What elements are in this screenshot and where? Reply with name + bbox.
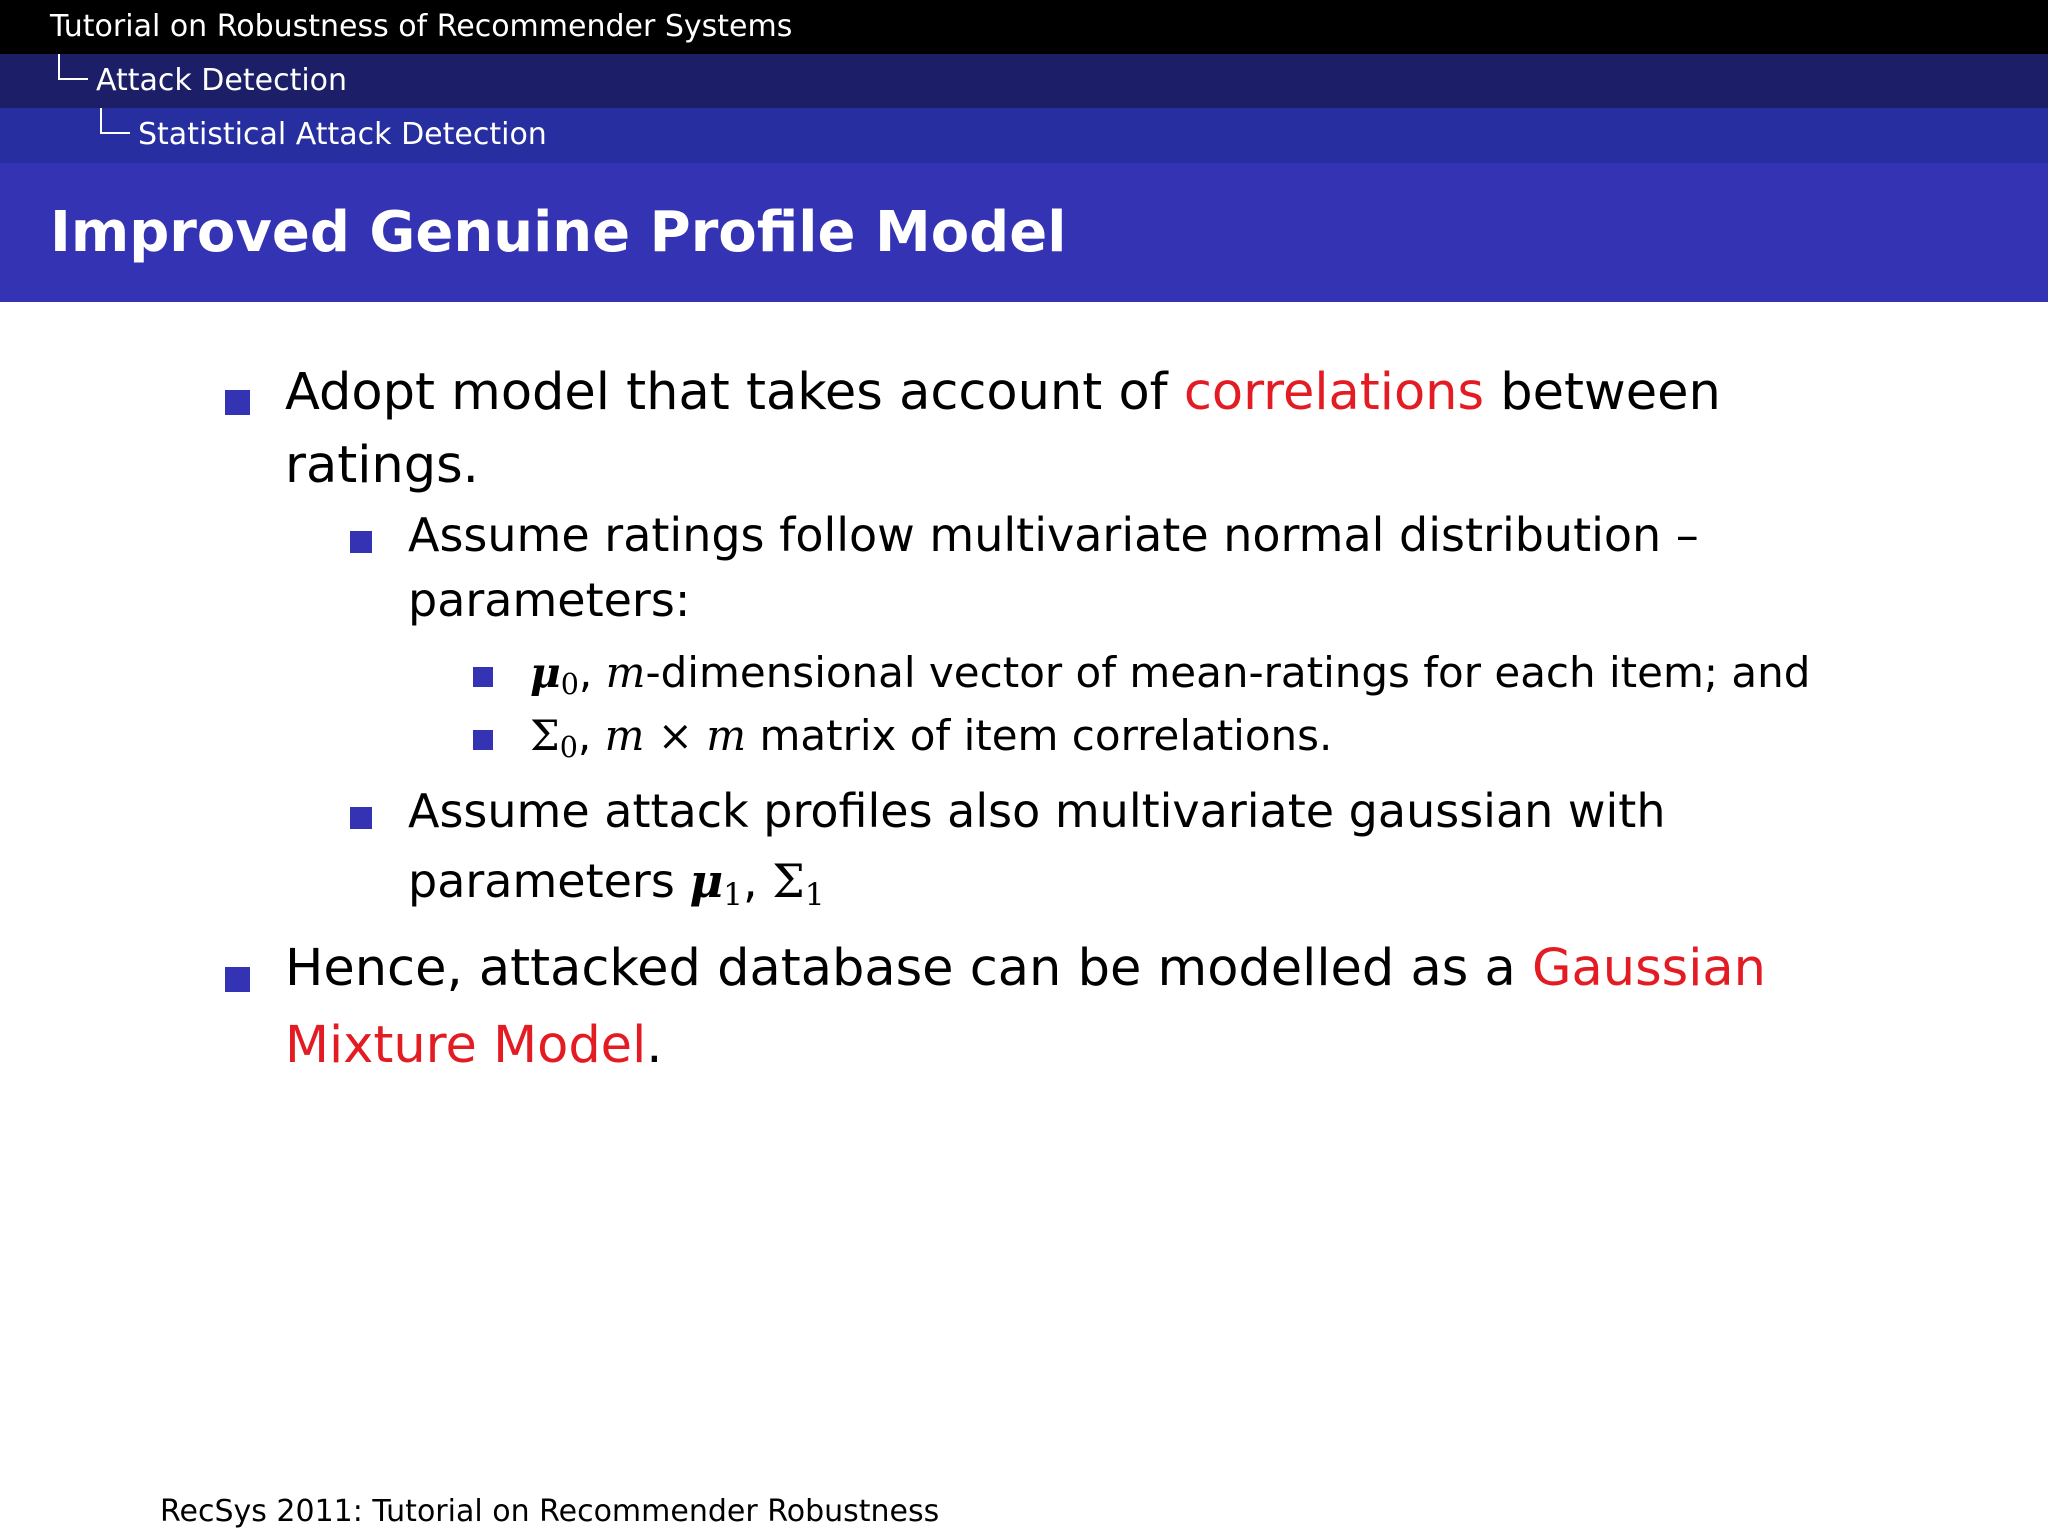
subbullet2-line1: Assume attack profiles also multivariate gaussian with	[408, 784, 1666, 838]
mu1-symbol: $\mu_1$	[689, 854, 744, 913]
subbullet1-line2: parameters:	[408, 573, 691, 627]
subbullet-square-icon	[350, 807, 372, 829]
sigma-symbol: $\Sigma_0$	[530, 711, 578, 765]
subbullet1-line1: Assume ratings follow multivariate normal distribution –	[408, 508, 1699, 562]
header-presentation-bar	[0, 0, 2048, 54]
mu-symbol: $\mu_0$	[530, 648, 579, 702]
section-title[interactable]: Attack Detection	[96, 63, 348, 98]
subsubbullet-square-icon	[473, 667, 493, 687]
bullet2-line2: Mixture Model.	[285, 1016, 663, 1075]
subbullet2-line2: parameters $\mu_1$, $\Sigma_1$	[408, 854, 825, 913]
footer-text: RecSys 2011: Tutorial on Recommender Robustness	[160, 1494, 940, 1529]
sigma1-symbol: $\Sigma_1$	[772, 854, 825, 913]
tree-connector-icon	[100, 108, 130, 134]
bullet-square-icon	[225, 390, 250, 415]
subsection-title[interactable]: Statistical Attack Detection	[138, 117, 547, 152]
subbullet-square-icon	[350, 531, 372, 553]
header-subsection-bar	[0, 108, 2048, 163]
bullet1-line2: ratings.	[285, 436, 479, 495]
subsubbullet-square-icon	[473, 730, 493, 750]
header-section-bar	[0, 54, 2048, 108]
tree-connector-icon	[58, 54, 88, 80]
presentation-title[interactable]: Tutorial on Robustness of Recommender Systems	[50, 9, 793, 44]
highlight-correlations: correlations	[1183, 363, 1485, 422]
highlight-mixture-model: Mixture Model	[285, 1016, 647, 1075]
slide-title-bar	[0, 163, 2048, 302]
slide-title: Improved Genuine Profile Model	[50, 200, 1067, 265]
bullet1-line1: Adopt model that takes account of correlations between	[285, 363, 1721, 422]
bullet2-line1: Hence, attacked database can be modelled as a Gaussian	[285, 939, 1766, 998]
bullet-square-icon	[225, 967, 250, 992]
subsubbullet1: $\mu_0$, m-dimensional vector of mean-ratings for each item; and	[530, 648, 1811, 702]
highlight-gaussian: Gaussian	[1532, 939, 1766, 998]
subsubbullet2: $\Sigma_0$, m × m matrix of item correlations.	[530, 711, 1333, 765]
